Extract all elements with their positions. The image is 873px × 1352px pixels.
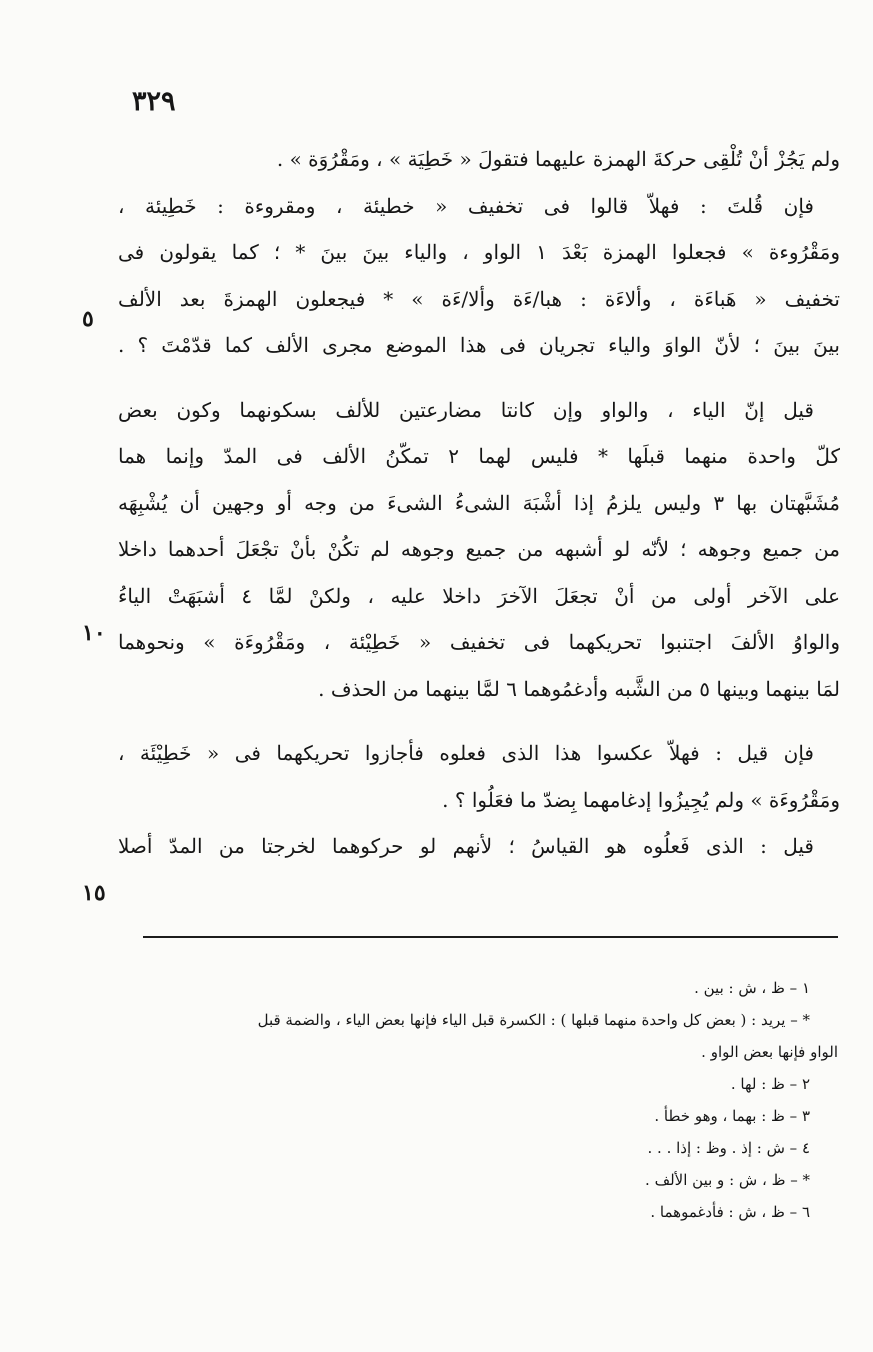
page-number: ٣٢٩	[132, 86, 176, 117]
footnote-divider	[143, 936, 838, 938]
footnote: ٤ – ش : إذ . وظ : إذا . . .	[647, 1139, 810, 1157]
footnote: * – يريد : ( بعض كل واحدة منهما قبلها ) : الكسرة قبل الياء فإنها بعض الياء ، والضمة قبل	[257, 1011, 810, 1029]
text-line: قيل : الذى فَعلُوه هو القياسُ ؛ لأنهم لو حركوهما لخرجتا من المدّ أصلا	[118, 834, 814, 858]
main-text	[118, 136, 840, 870]
footnote: ١ – ظ ، ش : بين .	[694, 979, 810, 997]
text-line: من جميع وجوهه ؛ لأنّه لو أشبهه من جميع وجوهه لم تكُنْ بأنْ تجْعَلَ أحدهما داخلا	[118, 537, 840, 561]
text-line: على الآخر أولى من أنْ تجعَلَ الآخرَ داخلا عليه ، ولكنْ لمَّا ٤ أشبَهَتْ الياءُ	[118, 583, 840, 608]
text-line: تخفيف « هَباءَة ، وألاءَة : هبا/ءَة وألا/ءَة » * فيجعلون الهمزةَ بعد الألف	[118, 286, 840, 311]
footnote: ٢ – ظ : لها .	[730, 1075, 810, 1093]
text-line: والواوُ الألفَ اجتنبوا تحريكهما فى تخفيف « خَطِيْئة ، ومَقْرُوءَة » ونحوهما	[118, 630, 840, 654]
text-line: ولم يَجُزْ أنْ تُلْقِى حركةَ الهمزة عليهما فتقولَ « خَطِيَة » ، ومَقْرُوَة » .	[276, 147, 840, 171]
text-line: قيل إنّ الياء ، والواو وإن كانتا مضارعتين للألف بسكونهما وكون بعض	[118, 397, 814, 422]
text-line: فإن قُلتَ : فهلاّ قالوا فى تخفيف « خطيئة ، ومقروءة : خَطِيئة ،	[118, 193, 814, 218]
text-line: ومَقْرُوءَة » ولم يُجِيزُوا إدغامهما بِضدّ ما فعَلُوا ؟ .	[442, 787, 840, 812]
footnotes	[118, 972, 838, 1228]
footnote: * – ظ ، ش : و بين الألف .	[645, 1171, 810, 1189]
text-line: ومَقْرُوءة » فجعلوا الهمزة بَعْدَ ١ الواو ، والياء بينَ بينَ * ؛ كما يقولون فى	[118, 240, 840, 264]
footnote: الواو فإنها بعض الواو .	[701, 1043, 838, 1061]
line-number: ١٥	[82, 880, 106, 906]
footnote: ٣ – ظ : بهما ، وهو خطأ .	[654, 1107, 810, 1125]
line-number: ٥	[82, 306, 94, 332]
text-line: بينَ بينَ ؛ لأنّ الواوَ والياء تجريان فى هذا الموضع مجرى الألف كما قدّمْتَ ؟ .	[118, 333, 840, 357]
text-line: فإن قيل : فهلاّ عكسوا هذا الذى فعلوه فأجازوا تحريكهما فى « خَطِيْئَة ،	[118, 741, 814, 765]
text-line: كلّ واحدة منهما قبلَها * فليس لهما ٢ تمكّنُ الألف فى المدّ وإنما هما	[118, 444, 840, 468]
text-line: مُشَبَّهتان بها ٣ وليس يلزمُ إذا أشْبَهَ الشىءُ الشىءَ من وجه أو وجهين أن يُشْبِهَه	[118, 490, 840, 515]
footnote: ٦ – ظ ، ش : فأدغموهما .	[650, 1203, 810, 1221]
line-number: ١٠	[82, 620, 106, 646]
text-line: لمَا بينهما وبينها ٥ من الشَّبه وأدغمُوهما ٦ لمَّا بينهما من الحذف .	[318, 676, 840, 701]
